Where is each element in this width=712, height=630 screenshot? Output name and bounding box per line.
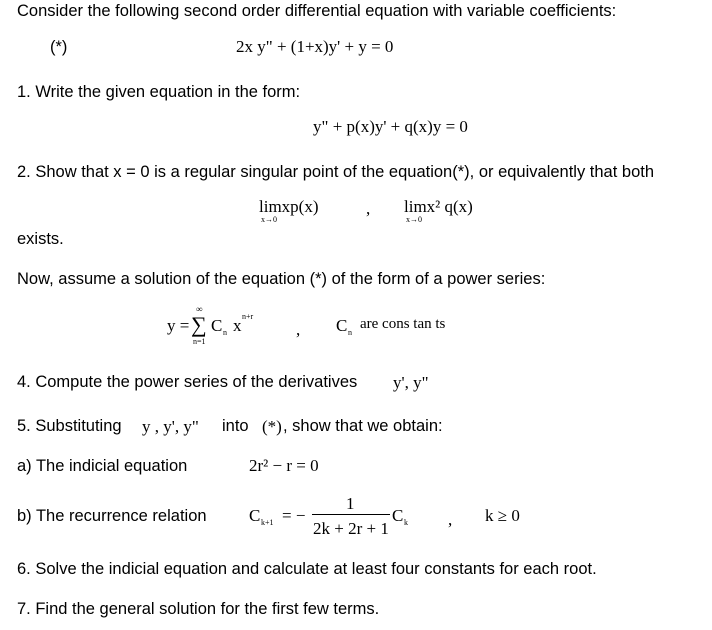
sigma-lower-limit: n=1 [193, 337, 206, 346]
series-x: x [233, 316, 242, 335]
recurrence-rhs: C [392, 506, 404, 525]
series-coefficient-subscript: n [223, 328, 227, 337]
question-7-text: 7. Find the general solution for the first few terms. [17, 600, 380, 618]
main-equation: 2x y" + (1+x)y' + y = 0 [236, 37, 394, 56]
series-comma: , [296, 320, 301, 339]
question-6-text: 6. Solve the indicial equation and calculate at least four constants for each root. [17, 560, 597, 578]
question-2-text: 2. Show that x = 0 is a regular singular point of the equation(*), or equivalently that both [17, 163, 655, 181]
exists-text: exists. [17, 230, 64, 248]
recurrence-denominator: 2k + 2r + 1 [313, 519, 389, 538]
sigma-upper-limit: ∞ [196, 304, 203, 314]
recurrence-condition: k ≥ 0 [485, 506, 520, 525]
limit-xp: limxp(x) [259, 197, 319, 216]
limit-x2q-subscript: x→0 [406, 215, 422, 224]
question-5-suffix: , show that we obtain: [283, 417, 443, 435]
recurrence-numerator: 1 [346, 494, 355, 513]
equation-label: (*) [50, 38, 68, 56]
limit-x2q: limx² q(x) [404, 197, 473, 216]
question-5-prefix: 5. Substituting [17, 417, 122, 435]
recurrence-label: b) The recurrence relation [17, 507, 207, 525]
question-4-text: 4. Compute the power series of the derivatives [17, 373, 358, 391]
sigma-symbol: ∑ [191, 312, 207, 337]
recurrence-fraction-bar [312, 514, 390, 515]
cn-description: are cons tan ts [360, 316, 446, 332]
series-coefficient: C [211, 316, 223, 335]
indicial-equation: 2r² − r = 0 [249, 456, 319, 475]
intro-text: Consider the following second order differential equation with variable coefficients: [17, 2, 617, 20]
limit-comma: , [366, 199, 371, 218]
series-y-equals: y = [167, 316, 190, 335]
assumption-text: Now, assume a solution of the equation (*) of the form of a power series: [17, 270, 546, 288]
cn-symbol: C [336, 316, 348, 335]
question-5-into: into [222, 417, 249, 435]
recurrence-comma: , [448, 510, 453, 529]
limit-xp-subscript: x→0 [261, 215, 277, 224]
cn-subscript: n [348, 328, 352, 337]
recurrence-lhs-subscript: k+1 [261, 518, 274, 527]
question-5-star: (*) [262, 417, 282, 436]
recurrence-lhs: C [249, 506, 261, 525]
series-exponent: n+r [242, 312, 254, 321]
standard-form-equation: y" + p(x)y' + q(x)y = 0 [313, 117, 468, 136]
indicial-label: a) The indicial equation [17, 457, 188, 475]
recurrence-rhs-subscript: k [404, 518, 408, 527]
question-4-derivatives: y', y" [393, 373, 429, 392]
question-1-text: 1. Write the given equation in the form: [17, 83, 301, 101]
recurrence-equals-minus: = − [282, 506, 306, 525]
question-5-variables: y , y', y" [142, 417, 199, 436]
